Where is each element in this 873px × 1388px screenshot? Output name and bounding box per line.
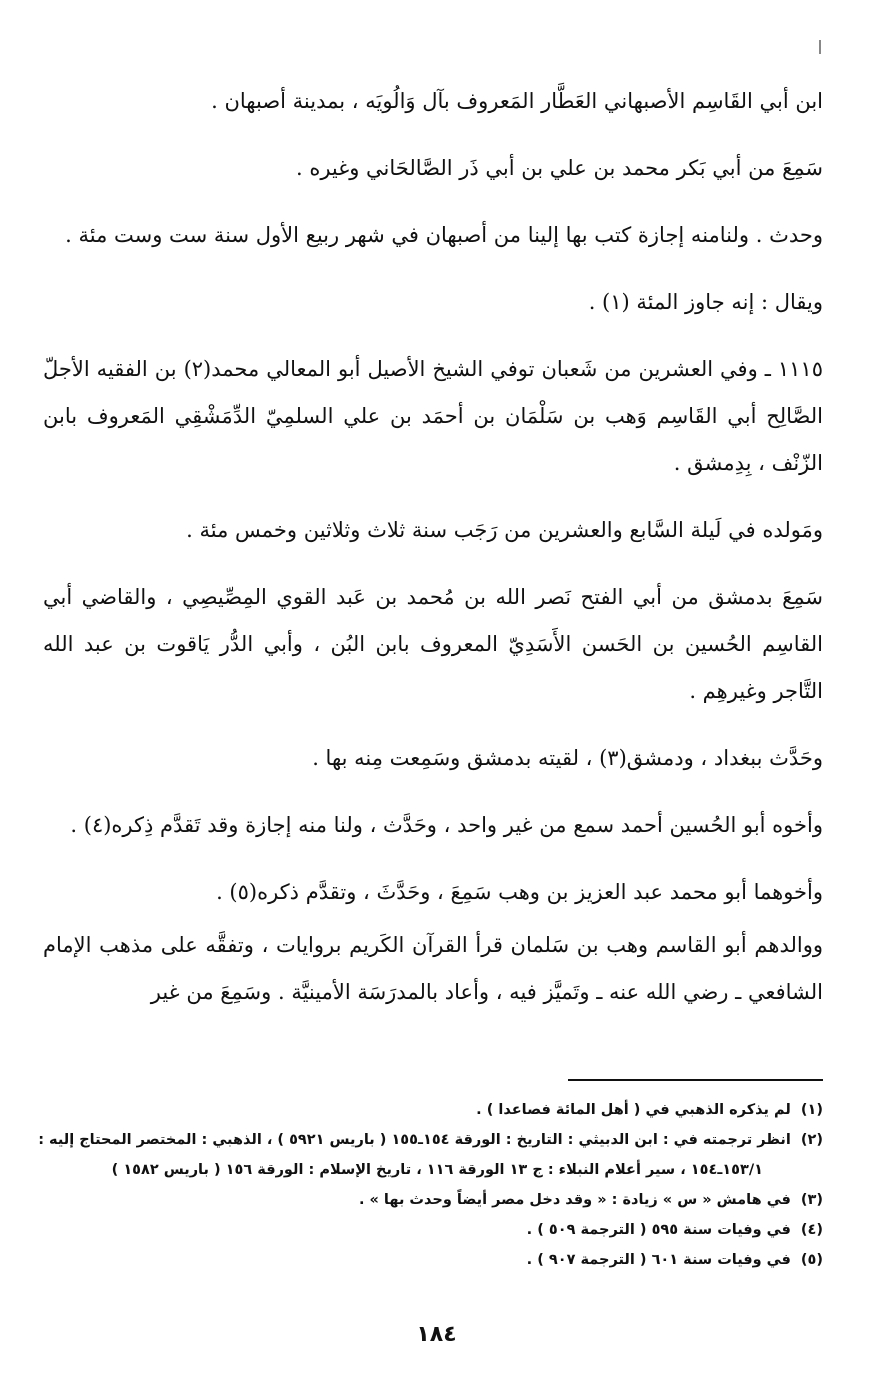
footnote-number: (٣) (800, 1192, 823, 1208)
footnote-text: في هامش « س » زيادة : « وقد دخل مصر أيضاً وحدث بها » . (358, 1192, 791, 1208)
paragraph: ويقال : إنه جاوز المئة (١) . (588, 290, 823, 314)
footnote-5 (43, 1245, 823, 1275)
paragraph: ومَولده في لَيلة السَّابع والعشرين من رَجَب سنة ثلاث وثلاثين وخمس مئة . (186, 518, 823, 542)
entry-1115-heading: ١١١٥ ـ وفي العشرين من شَعبان توفي الشيخ الأصيل أبو المعالي محمد(٢) بن الفقيه الأجلّ الصَّالِح أبي القَاسِم وَهب بن سَلْمَان بن أحمَد بن علي السلمِيّ الدِّمَشْقِي المَعروف بابن الزّنْف ، بِدِمشق . (43, 357, 823, 475)
page-number: ١٨٤ (416, 1322, 457, 1347)
footnote-number: (١) (800, 1102, 823, 1118)
footnote-2-continued (43, 1155, 823, 1185)
footnote-1 (43, 1095, 823, 1125)
paragraph: سَمِعَ بدمشق من أبي الفتح نَصر الله بن مُحمد بن عَبد القوي المِصِّيصِي ، والقاضي أبي القاسِم الحُسين بن الحَسن الأَسَدِيّ المعروف بابن البُن ، وأبي الدُّر يَاقوت بن عبد الله التَّاجر وغيرهِم . (43, 585, 823, 703)
footnote-3 (43, 1185, 823, 1215)
footnote-separator (568, 1079, 823, 1081)
main-text (43, 78, 823, 1036)
paragraph: وحدث . ولنامنه إجازة كتب بها إلينا من أصبهان في شهر ربيع الأول سنة ست وست مئة . (65, 223, 823, 247)
footnote-number: (٤) (800, 1222, 823, 1238)
paragraph: ووالدهم أبو القاسم وهب بن سَلمان قرأ القرآن الكَريم بروايات ، وتفقَّه على مذهب الإمام الشافعي ـ رضي الله عنه ـ وتَميَّز فيه ، وأعاد بالمدرَسَة الأمينيَّة . وسَمِعَ من غير (43, 933, 823, 1004)
footnote-text: انظر ترجمته في : ابن الدبيثي : التاريخ : الورقة ١٥٤ـ١٥٥ ( باريس ٥٩٢١ ) ، الذهبي : المختصر المحتاج إليه : (38, 1132, 791, 1148)
footnote-2 (38, 1125, 823, 1155)
footnote-number: (٢) (800, 1132, 823, 1148)
paragraph: وحَدَّث ببغداد ، ودمشق(٣) ، لقيته بدمشق وسَمِعت مِنه بها . (312, 746, 823, 770)
footnotes (38, 1095, 823, 1275)
paragraph: وأخوهما أبو محمد عبد العزيز بن وهب سَمِعَ ، وحَدَّثَ ، وتقدَّم ذكره(٥) . (216, 880, 823, 904)
footnote-text: لم يذكره الذهبي في ( أهل المائة فصاعدا ) . (476, 1102, 791, 1118)
footnote-number: (٥) (800, 1252, 823, 1268)
footnote-4 (43, 1215, 823, 1245)
footnote-text: ١٥٣/١ـ١٥٤ ، سير أعلام النبلاء : ج ١٣ الورقة ١١٦ ، تاريخ الإسلام : الورقة ١٥٦ ( باريس ١٥٨٢ ) (111, 1162, 763, 1178)
paragraph: وأخوه أبو الحُسين أحمد سمع من غير واحد ، وحَدَّث ، ولنا منه إجازة وقد تَقدَّم ذِكره(٤) . (70, 813, 823, 837)
footnote-text: في وفيات سنة ٦٠١ ( الترجمة ٩٠٧ ) . (526, 1252, 791, 1268)
paragraph: سَمِعَ من أبي بَكر محمد بن علي بن أبي ذَر الصَّالحَاني وغيره . (295, 156, 823, 180)
corner-mark (819, 40, 821, 54)
footnote-text: في وفيات سنة ٥٩٥ ( الترجمة ٥٠٩ ) . (526, 1222, 791, 1238)
paragraph: ابن أبي القَاسِم الأصبهاني العَطَّار المَعروف بآل وَالُويَه ، بمدينة أصبهان . (211, 89, 823, 113)
